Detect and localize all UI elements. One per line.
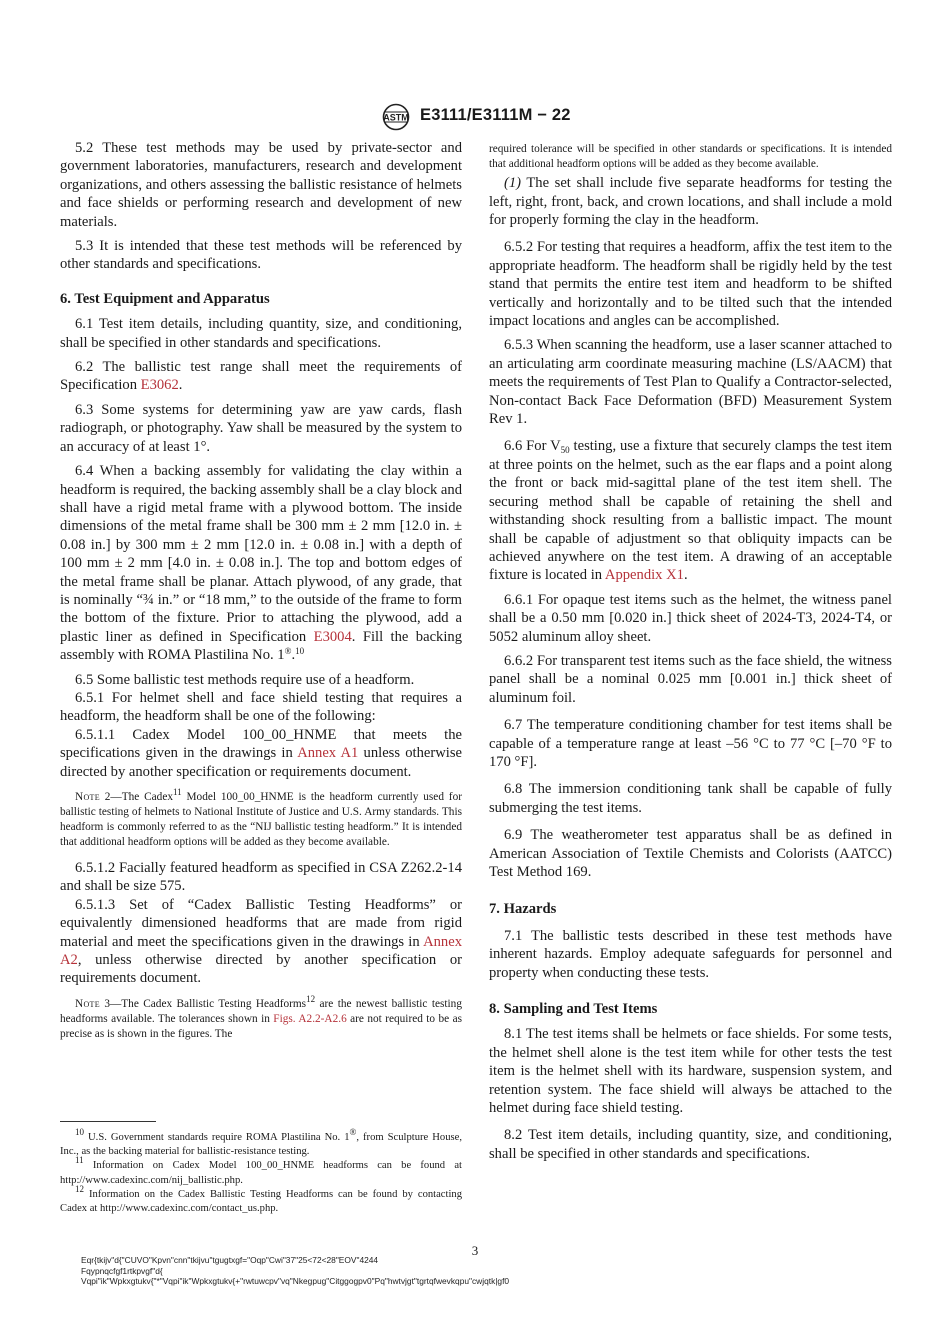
paragraph-6-8: 6.8 The immersion conditioning tank shall be capable of fully submerging the test items. bbox=[489, 781, 892, 816]
paragraph-5-3: 5.3 It is intended that these test methods will be referenced by other standards and specifications. bbox=[60, 238, 462, 273]
left-column bbox=[60, 139, 462, 1042]
paragraph-6-5-1-3: 6.5.1.3 Set of “Cadex Ballistic Testing Headforms” or equivalently dimensioned headforms that are made from rigid material and meet the specifications given in the drawings in Annex A2, unless otherwise directed by another specification or requirements document. bbox=[60, 896, 462, 987]
paragraph-6-6-2: 6.6.2 For transparent test items such as the face shield, the witness panel shall be a nominal 0.025 mm [0.001 in.] thick sheet of aluminum foil. bbox=[489, 652, 892, 706]
logo-text: ASTM bbox=[383, 112, 409, 123]
footnote-12: $^{12}$ Information on the Cadex Ballistic Testing Headforms can be found by contacting Cadex at http://www.cadexinc.com/contact_us.php. bbox=[60, 1183, 462, 1215]
paragraph-6-3: 6.3 Some systems for determining yaw are yaw cards, flash radiograph, or photography. Yaw shall be measured by the system to an accuracy of at least 1°. bbox=[60, 401, 462, 455]
footnote-divider bbox=[60, 1121, 156, 1122]
paragraph-6-4: 6.4 When a backing assembly for validating the clay within a headform is required, the backing assembly shall be a clay block and shall have a rigid metal frame with a plywood bottom. The inside dimensions of the metal frame shall be 300 mm ± 2 mm [12.0 in. ± 0.08 in.] by 300 mm ± 2 mm [12.0 in. ± 0.08 in.] with a depth of 100 mm ± 2 mm [4.0 in. ± 0.08 in.]. The top and bottom edges of the metal frame shall be planar. Attach plywood, of any grade, that is nominally “¾ in.” or “18 mm,” to the outside of the frame to form the bottom of the fixture. Prior to attaching the plywood, add a plastic liner as defined in Specification E3004. Fill the backing assembly with ROMA Plastilina No. 1®.$^{10}$ bbox=[60, 463, 463, 664]
footnote-ref-11: 11 bbox=[172, 787, 182, 797]
right-column bbox=[489, 142, 892, 1163]
copyright-notice: Eqr{tkijv"d{"CUVO"Kpvn"cnn"tkijvu"tgugtxgf="Oqp"Cwi"37"25<72<28"EOV"4244 Fqypnqcfgf1rtkpvgf"d{ Vqpi"ik"Wpkxgtukv{"*"Vqpi"ik"Wpkxgtukv{+"rwtuwcpv"vq"Nkegpug"Citggogpv0"Pq"hwtvjgt"tgrtqfwevkqpu"cwjqtk|gf0 bbox=[81, 1255, 510, 1286]
document-designation: E3111/E3111M − 22 bbox=[420, 106, 571, 124]
link-e3062[interactable]: E3062 bbox=[140, 377, 179, 394]
section-heading-8: 8. Sampling and Test Items bbox=[489, 1001, 658, 1018]
note-2: Note 2—The Cadex$^{11}$ Model 100_00_HNME is the headform currently used for ballistic testing of helmets to National Institute of Justice and U.S. Army standards. This headform is commonly referred to as the “NIJ ballistic testing headform.” It is intended that additional headform options will be added as they become available. bbox=[60, 787, 462, 848]
paragraph-6-7: 6.7 The temperature conditioning chamber for test items shall be capable of a temperature range at least –56 °C to 77 °C [–70 °F to 170 °F]. bbox=[489, 717, 892, 770]
paragraph-6-1: 6.1 Test item details, including quantity, size, and conditioning, shall be specified in other standards and specifications. bbox=[60, 316, 462, 351]
paragraph-5-2: 5.2 These test methods may be used by private-sector and government laboratories, manufacturers, research and development organizations, and others assessing the ballistic resistance of helmets and face shields or performing research and development of new materials. bbox=[60, 140, 462, 230]
link-e3004[interactable]: E3004 bbox=[313, 628, 352, 645]
paragraph-7-1: 7.1 The ballistic tests described in these test methods have inherent hazards. Employ adequate safeguards for personnel and property when conducting these tests. bbox=[489, 927, 892, 981]
astm-logo-icon bbox=[381, 103, 411, 131]
paragraph-6-6: 6.6 For $V_{50}$ testing, use a fixture that securely clamps the test item at three points on the helmet, such as the ear flaps and a point along the front or back mid-sagittal plane of the test item shell. The securing method shall be capable of retaining the shell and withstanding shock resulting from a ballistic impact. The mount shall be capable of adjustment so that obliquity impacts can be achieved anywhere on the test item. A drawing of an acceptable fixture is located in Appendix X1. bbox=[489, 438, 892, 584]
paragraph-6-5: 6.5 Some ballistic test methods require use of a headform. bbox=[75, 671, 415, 688]
section-heading-7: 7. Hazards bbox=[489, 901, 557, 918]
page-number: 3 bbox=[471, 1243, 479, 1258]
paragraph-6-5-3: 6.5.3 When scanning the headform, use a laser scanner attached to an articulating arm coordinate measuring machine (LS/AACM) that meets the requirements of Test Plan to Qualify a Contractor-selected, Non-contact Back Face Deformation (BFD) Measurement System Rev 1. bbox=[489, 337, 892, 428]
paragraph-8-1: 8.1 The test items shall be helmets or face shields. For some tests, the helmet shell alone is the test item while for other tests the test item is the helmet shell with its hardware, suspension system, and retention system. The face shield will always be attached to the helmet during face shield testing. bbox=[489, 1026, 892, 1117]
paragraph-6-5-1: 6.5.1 For helmet shell and face shield testing that requires a headform, the headform shall be one of the following: bbox=[60, 689, 462, 725]
footnote-10: $^{10}$ U.S. Government standards require ROMA Plastilina No. 1®, from Sculpture House, Inc., as the backing material for ballistic-resistance testing. bbox=[60, 1127, 462, 1158]
paragraph-6-5-1-1: 6.5.1.1 Cadex Model 100_00_HNME that meets the specifications given in the drawings in Annex A1 unless otherwise directed by another specification or requirements document. bbox=[60, 726, 462, 780]
footnote-11: $^{11}$ Information on Cadex Model 100_00_HNME headforms can be found at http://www.cadexinc.com/nij_ballistic.php. bbox=[60, 1155, 462, 1186]
paragraph-6-5-1-3-item-1: (1) The set shall include five separate headforms for testing the left, right, front, back, and crown locations, and shall include a mold for properly forming the clay in the headform. bbox=[489, 175, 892, 228]
paragraph-6-9: 6.9 The weatherometer test apparatus shall be as defined in American Association of Textile Chemists and Colorists (AATCC) Test Method 169. bbox=[489, 827, 892, 880]
note-3-continued: required tolerance will be specified in other standards or specifications. It is intended that additional headform options will be added as they become available. bbox=[489, 143, 892, 170]
footnote-ref-12: 12 bbox=[306, 993, 316, 1004]
note-3: Note 3—The Cadex Ballistic Testing Headforms$^{12}$ are the newest ballistic testing headforms available. The tolerances shown in Figs. A2.2-A2.6 are not required to be as precise as is shown in the figures. The bbox=[60, 993, 463, 1040]
footnote-ref-10: 10 bbox=[295, 646, 305, 657]
paragraph-6-2: 6.2 The ballistic test range shall meet the requirements of Specification E3062. bbox=[60, 359, 462, 394]
paragraph-6-5-2: 6.5.2 For testing that requires a headform, affix the test item to the appropriate headform. The headform shall be rigidly held by the test stand that permits the entire test item and headform to be shifted vertically and horizontally and to be tilted such that the intended impact locations and angles can be accomplished. bbox=[489, 239, 892, 330]
footnotes bbox=[60, 1127, 462, 1216]
paragraph-6-6-1: 6.6.1 For opaque test items such as the helmet, the witness panel shall be a 0.50 mm [0.020 in.] thick sheet of 2024-T3, 2024-T4, or 5052 aluminum alloy sheet. bbox=[489, 591, 892, 645]
link-appendix-x1[interactable]: Appendix X1 bbox=[604, 567, 684, 584]
link-figs-a2[interactable]: Figs. A2.2-A2.6 bbox=[273, 1012, 347, 1025]
paragraph-6-5-1-2: 6.5.1.2 Facially featured headform as specified in CSA Z262.2-14 and shall be size 575. bbox=[60, 860, 462, 895]
link-annex-a1[interactable]: Annex A1 bbox=[297, 745, 359, 762]
section-heading-6: 6. Test Equipment and Apparatus bbox=[60, 290, 270, 307]
link-annex-a2[interactable]: Annex A2 bbox=[60, 933, 462, 969]
paragraph-8-2: 8.2 Test item details, including quantity, size, and conditioning, shall be specified in other standards and specifications. bbox=[489, 1127, 892, 1162]
page-header bbox=[0, 103, 950, 131]
